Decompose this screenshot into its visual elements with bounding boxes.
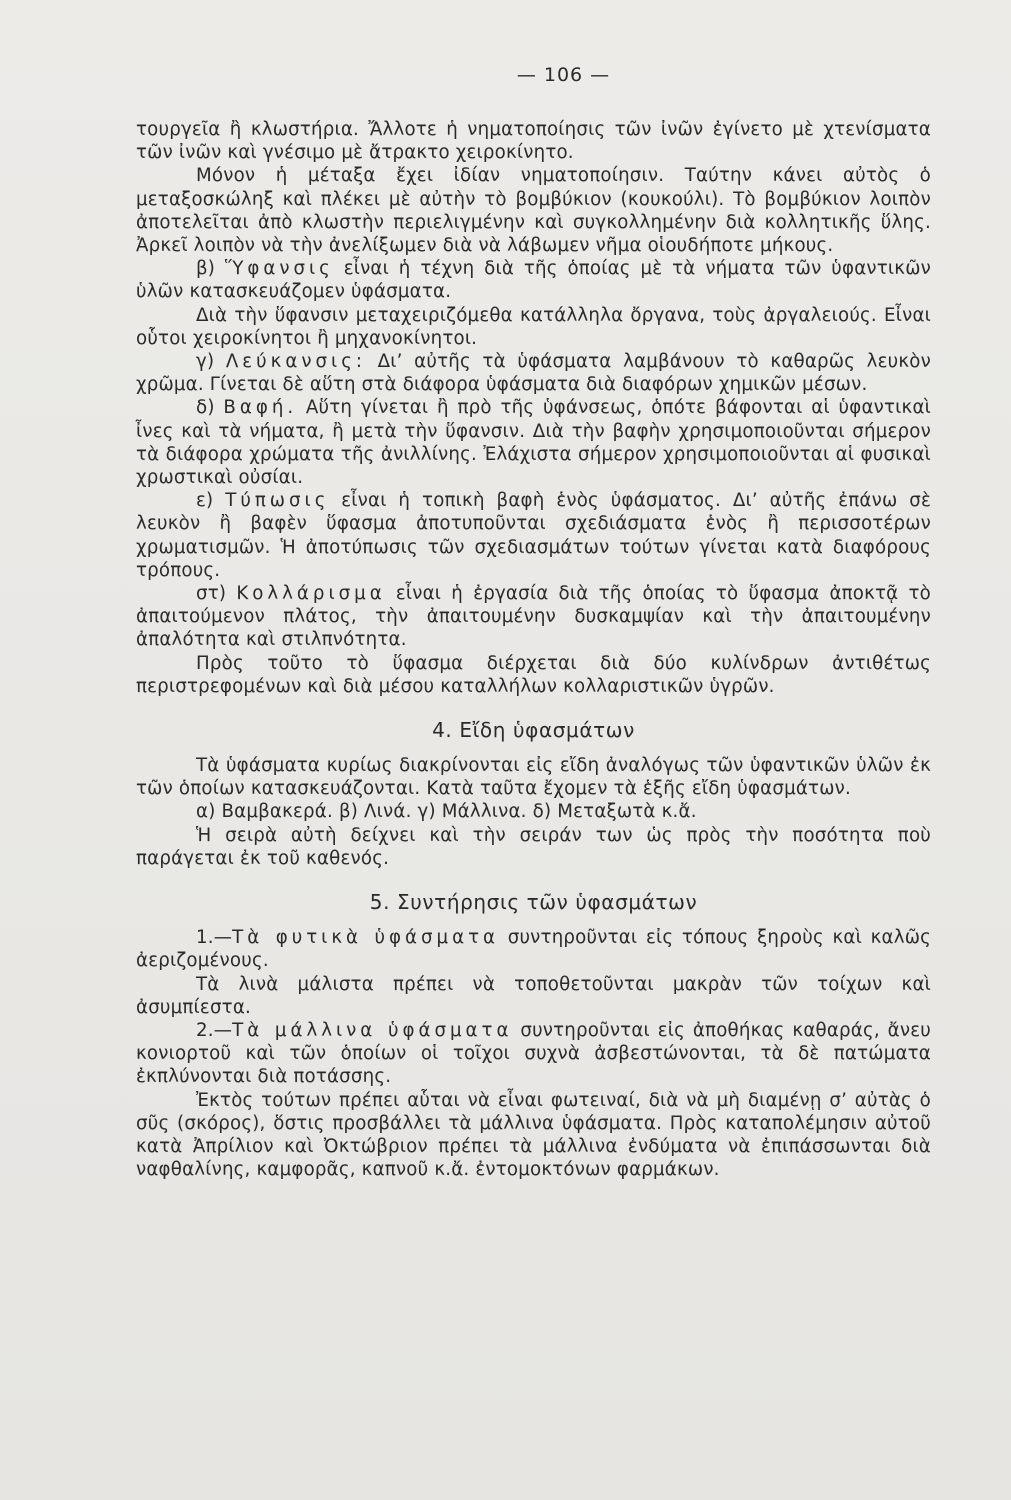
item-text: εἶναι ἡ τέχνη διὰ τῆς ὁποίας μὲ τὰ νήματα τῶν ὑφαντικῶν ὑλῶν κατασκευάζομεν ὑφάσματα. [136,258,931,303]
paragraph: Ἐκτὸς τούτων πρέπει αὗται νὰ εἶναι φωτειναί, διὰ νὰ μὴ διαμένῃ σ’ αὐτὰς ὁ σῦς (σκόρος), ὅστις προσβάλλει τὰ μάλλινα ὑφάσματα. Πρὸς καταπολέμησιν αὐτοῦ κατὰ Ἀπρίλιον καὶ Ὀκτώβριον πρέπει τὰ μάλλινα ἐνδύματα νὰ ἐπιπάσσωνται διὰ ναφθαλίνης, καμφορᾶς, καπνοῦ κ.ἄ. ἐντομοκτόνων φαρμάκων. [136,1089,931,1181]
section-heading-4: 4. Εἴδη ὑφασμάτων [432,718,635,743]
item-prefix: β) [196,258,225,280]
paragraph: Διὰ τὴν ὕφανσιν μεταχειριζόμεθα κατάλληλα ὄργανα, τοὺς ἀργαλειούς. Εἶναι οὗτοι χειροκίνητοι ἢ μηχανοκίνητοι. [136,304,931,349]
item-typosis [136,489,931,582]
item-prefix: στ) [196,583,237,605]
item-prefix: γ) [196,351,226,373]
item-text: εἶναι ἡ ἐργασία διὰ τῆς ὁποίας τὸ ὕφασμα ἀποκτᾷ τὸ ἀπαιτούμενον πλάτος, τὴν ἀπαιτουμένην δυσκαμψίαν καὶ τὴν ἀπαιτουμένην ἀπαλότητα καὶ στιλπνότητα. [136,583,932,651]
item-fytika [136,926,931,972]
item-text: συντηροῦνται εἰς τόπους ξηροὺς καὶ καλῶς ἀεριζομένους. [136,927,932,972]
paragraph: Ἡ σειρὰ αὐτὴ δείχνει καὶ τὴν σειράν των ὡς πρὸς τὴν ποσότητα ποὺ παράγεται ἐκ τοῦ καθενός. [136,824,931,869]
body-text [136,118,931,1181]
item-yfansis [136,257,931,303]
paragraph: Τὰ λινὰ μάλιστα πρέπει νὰ τοποθετοῦνται μακρὰν τῶν τοίχων καὶ ἀσυμπίεστα. [136,973,931,1018]
item-prefix: 1.— [196,927,233,949]
paragraph: Τὰ ὑφάσματα κυρίως διακρίνονται εἰς εἴδη ἀναλόγως τῶν ὑφαντικῶν ὑλῶν ἐκ τῶν ὁποίων κατασκευάζονται. Κατὰ ταῦτα ἔχομεν τὰ ἑξῆς εἴδη ὑφασμάτων. [136,755,931,800]
paragraph: τουργεῖα ἢ κλωστήρια. Ἄλλοτε ἡ νηματοποίησις τῶν ἰνῶν ἐγίνετο μὲ χτενίσματα τῶν ἰνῶν καὶ γνέσιμο μὲ ἄτρακτο χειροκίνητο. [136,119,931,164]
item-leukansis [136,350,931,396]
item-prefix: δ) [196,397,224,419]
item-text: Δι’ αὐτῆς τὰ ὑφάσματα λαμβάνουν τὸ καθαρῶς λευκὸν χρῶμα. Γίνεται δὲ αὕτη στὰ διάφορα ὑφάσματα διὰ διαφόρων χημικῶν μέσων. [136,351,931,396]
item-term: Κολλάρισμα [236,583,386,605]
item-term: Λεύκανσις: [225,351,367,373]
item-term: Τὰ μάλλινα ὑφάσματα [232,1019,513,1041]
item-term: Τύπωσις [225,490,330,512]
item-text: εἶναι ἡ τοπικὴ βαφὴ ἑνὸς ὑφάσματος. Δι’ αὐτῆς ἐπάνω σὲ λευκὸν ἢ βαφὲν ὕφασμα ἀποτυποῦνται σχεδιάσματα ἑνὸς ἢ περισσοτέρων χρωματισμῶν. Ἡ ἀποτύπωσις τῶν σχεδιασμάτων τούτων γίνεται κατὰ διαφόρους τρόπους. [136,490,932,581]
item-kollarisma [136,582,931,652]
item-term: Τὰ φυτικὰ ὑφάσματα [232,927,500,949]
page-number: — 106 — [516,64,611,86]
item-prefix: 2.— [196,1019,233,1041]
paragraph: Μόνον ἡ μέταξα ἔχει ἰδίαν νηματοποίησιν. Ταύτην κάνει αὐτὸς ὁ μεταξοσκώληξ καὶ πλέκει μὲ αὐτὴν τὸ βομβύκιον (κουκούλι). Τὸ βομβύκιον λοιπὸν ἀποτελεῖται ἀπὸ κλωστὴν περιελιγμένην καὶ συγκολλημένην διὰ κολλητικῆς ὕλης. Ἀρκεῖ λοιπὸν νὰ τὴν ἀνελίξωμεν διὰ νὰ λάβωμεν νῆμα οἱουδήποτε μήκους. [136,165,931,257]
paragraph: Πρὸς τοῦτο τὸ ὕφασμα διέρχεται διὰ δύο κυλίνδρων ἀντιθέτως περιστρεφομένων καὶ διὰ μέσου καταλλήλων κολλαριστικῶν ὑγρῶν. [136,652,931,697]
item-text: συντηροῦνται εἰς ἀποθήκας καθαράς, ἄνευ κονιορτοῦ καὶ τῶν ὁποίων οἱ τοῖχοι συχνὰ ἀσβεστώνονται, τὰ δὲ πατώματα ἐκπλύνονται διὰ ποτάσσης. [136,1019,931,1088]
section-heading-5: 5. Συντήρησις τῶν ὑφασμάτων [369,890,698,915]
paragraph: α) Βαμβακερά. β) Λινά. γ) Μάλλινα. δ) Μεταξωτὰ κ.ἄ. [196,801,697,823]
item-term: Ὕφανσις [224,258,334,280]
item-text: Αὕτη γίνεται ἢ πρὸ τῆς ὑφάνσεως, ὁπότε βάφονται αἱ ὑφαντικαὶ ἶνες καὶ τὰ νήματα, ἢ μετὰ τὴν ὕφανσιν. Διὰ τὴν βαφὴν χρησιμοποιοῦνται σήμερον τὰ διάφορα χρώματα τῆς ἀνιλλίνης. Ἐλάχιστα σήμερον χρησιμοποιοῦνται αἱ φυσικαὶ χρωστικαὶ οὐσίαι. [136,397,931,489]
item-prefix: ε) [196,490,226,512]
item-mallina [136,1019,931,1089]
item-vafi [136,396,931,489]
item-term: Βαφή. [223,397,298,419]
